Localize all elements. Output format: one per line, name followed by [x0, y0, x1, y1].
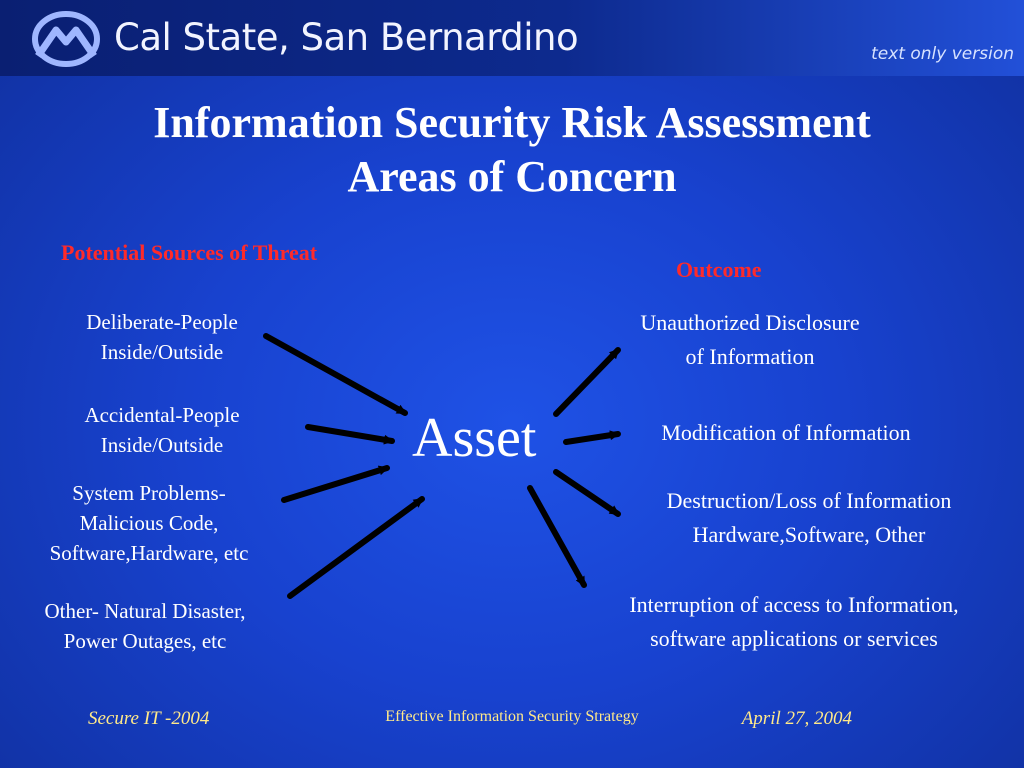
threat-source-other: Other- Natural Disaster, Power Outages, etc: [44, 599, 246, 653]
arrow-asset-to-modification: [566, 434, 618, 442]
outcome-heading: Outcome: [676, 257, 762, 282]
outcome-modification: Modification of Information: [661, 420, 911, 445]
arrow-accidental-to-asset: [308, 427, 392, 441]
footer-event: Secure IT -2004: [88, 708, 210, 729]
footer-presentation-title: Effective Information Security Strategy: [385, 708, 639, 725]
threat-source-accidental: Accidental-People Inside/Outside: [84, 403, 240, 457]
threat-source-system: System Problems- Malicious Code, Software,Hardware, etc: [49, 481, 249, 565]
arrow-other-to-asset: [290, 499, 422, 596]
sources-heading: Potential Sources of Threat: [61, 240, 318, 265]
arrow-asset-to-interruption: [530, 488, 584, 585]
text-only-version-link[interactable]: text only version: [871, 44, 1014, 64]
arrow-asset-to-disclosure: [556, 350, 618, 414]
arrow-system-to-asset: [284, 468, 387, 500]
brand-name: Cal State, San Bernardino: [114, 16, 579, 59]
threat-source-deliberate: Deliberate-People Inside/Outside: [86, 310, 238, 364]
outcome-interruption: Interruption of access to Information, software applications or services: [629, 592, 959, 651]
footer-date: April 27, 2004: [741, 708, 852, 729]
arrow-asset-to-destruction: [556, 472, 618, 514]
outcome-destruction: Destruction/Loss of Information Hardware,Software, Other: [666, 488, 952, 547]
title-line-2: Areas of Concern: [347, 152, 677, 201]
outcome-disclosure: Unauthorized Disclosure of Information: [640, 310, 860, 369]
title-line-1: Information Security Risk Assessment: [153, 98, 871, 147]
arrow-deliberate-to-asset: [266, 336, 405, 413]
asset-node: Asset: [412, 407, 537, 469]
